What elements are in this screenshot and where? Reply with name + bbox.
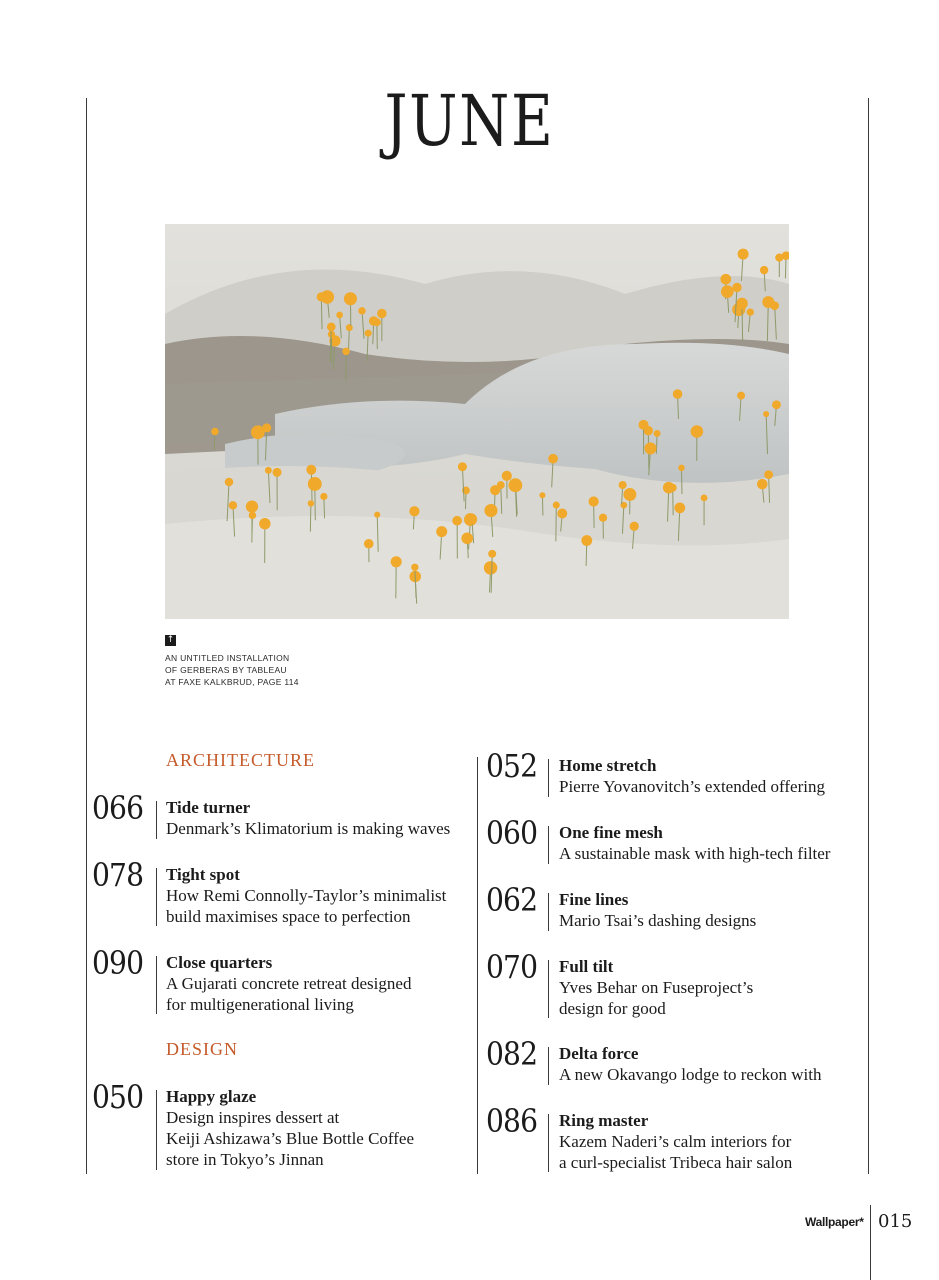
gerbera-flower xyxy=(732,283,741,292)
page-title: JUNE xyxy=(384,80,555,162)
page-number: 052 xyxy=(486,747,538,785)
gerbera-flower xyxy=(265,467,272,474)
gerbera-flower xyxy=(720,274,731,285)
left-border-rule xyxy=(86,98,87,1174)
gerbera-flower xyxy=(358,307,365,314)
gerbera-flower xyxy=(488,550,496,558)
gerbera-flower xyxy=(747,308,754,315)
brand-logo: Wallpaper* xyxy=(805,1215,864,1229)
entry-description: a curl-specialist Tribeca hair salon xyxy=(559,1153,793,1172)
entry-title: Happy glaze xyxy=(166,1087,257,1106)
gerbera-flower xyxy=(619,481,627,489)
entry-description: A Gujarati concrete retreat designed xyxy=(166,974,412,993)
entry-description: A new Okavango lodge to reckon with xyxy=(559,1065,822,1084)
gerbera-flower xyxy=(553,502,560,509)
entry-description: Pierre Yovanovitch’s extended offering xyxy=(559,777,825,796)
section-heading-architecture: ARCHITECTURE xyxy=(166,750,315,770)
gerbera-flower xyxy=(738,249,749,260)
entry-title: Fine lines xyxy=(559,890,629,909)
gerbera-flower xyxy=(760,266,768,274)
gerbera-flower xyxy=(654,430,661,437)
entry-rule xyxy=(548,759,549,797)
entry-text xyxy=(166,952,476,1015)
page-number: 078 xyxy=(92,856,144,894)
gerbera-flower xyxy=(466,514,477,525)
gerbera-flower xyxy=(374,512,380,518)
gerbera-flower xyxy=(369,316,379,326)
entry-title: Delta force xyxy=(559,1044,639,1063)
gerbera-flower xyxy=(229,501,237,509)
gerbera-flower xyxy=(508,478,522,492)
entry-rule xyxy=(156,956,157,1014)
gerbera-flower xyxy=(678,465,685,472)
caption-line: OF GERBERAS BY TABLEAU xyxy=(165,665,287,675)
gerbera-flower xyxy=(548,454,558,464)
entry-rule xyxy=(548,893,549,931)
gerbera-flower xyxy=(327,323,336,332)
column-divider-rule xyxy=(477,757,478,1174)
gerbera-flower xyxy=(630,522,639,531)
page-number: 082 xyxy=(486,1035,538,1073)
gerbera-flower xyxy=(581,535,592,546)
gerbera-flower xyxy=(484,561,497,574)
gerbera-flower xyxy=(436,526,447,537)
page-number: 050 xyxy=(92,1078,144,1116)
gerbera-flower xyxy=(772,400,781,409)
entry-description: build maximises space to perfection xyxy=(166,907,411,926)
entry-text xyxy=(559,956,869,1019)
flower-stem xyxy=(310,503,311,531)
entry-description: store in Tokyo’s Jinnan xyxy=(166,1150,324,1169)
gerbera-flower xyxy=(458,462,467,471)
gerbera-flower xyxy=(346,324,353,331)
gerbera-flower xyxy=(391,556,402,567)
gerbera-flower xyxy=(721,285,734,298)
page-number: 060 xyxy=(486,814,538,852)
gerbera-flower xyxy=(409,506,419,516)
gerbera-flower xyxy=(497,481,505,489)
entry-text xyxy=(559,889,869,931)
gerbera-flower xyxy=(225,478,234,487)
gerbera-flower xyxy=(757,479,768,490)
arrow-up-icon: ↑ xyxy=(166,635,175,645)
photo-caption xyxy=(165,652,365,688)
entry-rule xyxy=(156,868,157,926)
gerbera-flower xyxy=(737,392,745,400)
entry-title: One fine mesh xyxy=(559,823,663,842)
gerbera-flower xyxy=(344,292,357,305)
gerbera-flower xyxy=(364,539,374,549)
gerbera-flower xyxy=(452,516,462,526)
gerbera-flower xyxy=(320,493,327,500)
entry-description: Keiji Ashizawa’s Blue Bottle Coffee xyxy=(166,1129,415,1148)
gerbera-flower xyxy=(691,425,704,438)
gerbera-flower xyxy=(644,442,656,454)
entry-text xyxy=(166,797,476,839)
gerbera-flower xyxy=(262,423,271,432)
gerbera-flower xyxy=(484,504,497,517)
gerbera-flower xyxy=(539,492,545,498)
entry-rule xyxy=(548,1114,549,1172)
gerbera-flower xyxy=(211,428,218,435)
gerbera-flower xyxy=(674,502,685,513)
entry-title: Full tilt xyxy=(559,957,614,976)
gerbera-flower xyxy=(599,514,607,522)
gerbera-quarry-image xyxy=(165,224,789,619)
entry-title: Close quarters xyxy=(166,953,273,972)
gerbera-flower xyxy=(336,312,343,319)
page-number: 070 xyxy=(486,948,538,986)
gerbera-flower xyxy=(411,564,418,571)
gerbera-flower xyxy=(673,389,683,399)
gerbera-flower xyxy=(764,470,773,479)
entry-description: Denmark’s Klimatorium is making waves xyxy=(166,819,451,838)
entry-text xyxy=(166,864,476,927)
folio-rule xyxy=(870,1205,871,1280)
gerbera-flower xyxy=(623,488,636,501)
entry-description: Kazem Naderi’s calm interiors for xyxy=(559,1132,792,1151)
gerbera-flower xyxy=(308,477,322,491)
caption-line: AT FAXE KALKBRUD, PAGE 114 xyxy=(165,677,299,687)
entry-title: Ring master xyxy=(559,1111,649,1130)
entry-description: Mario Tsai’s dashing designs xyxy=(559,911,757,930)
gerbera-flower xyxy=(461,533,473,545)
entry-text xyxy=(559,755,869,797)
gerbera-flower xyxy=(249,512,256,519)
gerbera-flower xyxy=(308,500,314,506)
gerbera-flower xyxy=(701,494,708,501)
gerbera-flower xyxy=(589,496,599,506)
entry-text xyxy=(559,822,869,864)
entry-rule xyxy=(548,1047,549,1085)
page-number: 066 xyxy=(92,789,144,827)
entry-description: A sustainable mask with high-tech filter xyxy=(559,844,831,863)
gerbera-flower xyxy=(663,482,675,494)
entry-description: design for good xyxy=(559,999,666,1018)
gerbera-flower xyxy=(377,309,387,319)
gerbera-flower xyxy=(736,298,748,310)
entry-description: How Remi Connolly-Taylor’s minimalist xyxy=(166,886,447,905)
entry-title: Home stretch xyxy=(559,756,657,775)
gerbera-flower xyxy=(502,471,512,481)
entry-title: Tide turner xyxy=(166,798,251,817)
page-number: 086 xyxy=(486,1102,538,1140)
caption-line: AN UNTITLED INSTALLATION xyxy=(165,653,290,663)
gerbera-flower xyxy=(763,411,769,417)
gerbera-flower xyxy=(557,509,567,519)
gerbera-flower xyxy=(259,518,270,529)
page-number: 062 xyxy=(486,881,538,919)
page-number: 090 xyxy=(92,944,144,982)
flower-stem xyxy=(252,515,253,542)
gerbera-flower xyxy=(639,420,649,430)
gerbera-flower xyxy=(246,500,258,512)
entry-description: Design inspires dessert at xyxy=(166,1108,340,1127)
entry-description: for multigenerational living xyxy=(166,995,354,1014)
gerbera-flower xyxy=(775,254,783,262)
flower-stem xyxy=(681,468,682,494)
section-heading-design: DESIGN xyxy=(166,1039,238,1059)
gerbera-flower xyxy=(306,465,316,475)
entry-text xyxy=(559,1043,869,1085)
entry-title: Tight spot xyxy=(166,865,240,884)
gerbera-flower xyxy=(317,292,326,301)
folio-page-number: 015 xyxy=(878,1211,913,1232)
gerbera-flower xyxy=(770,301,779,310)
entry-text xyxy=(559,1110,869,1173)
feature-photo xyxy=(165,224,789,619)
entry-text xyxy=(166,1086,476,1170)
entry-rule xyxy=(548,826,549,864)
gerbera-flower xyxy=(273,468,282,477)
entry-description: Yves Behar on Fuseproject’s xyxy=(559,978,754,997)
gerbera-flower xyxy=(365,330,372,337)
entry-rule xyxy=(156,801,157,839)
gerbera-flower xyxy=(342,348,350,356)
entry-rule xyxy=(156,1090,157,1170)
entry-rule xyxy=(548,960,549,1018)
